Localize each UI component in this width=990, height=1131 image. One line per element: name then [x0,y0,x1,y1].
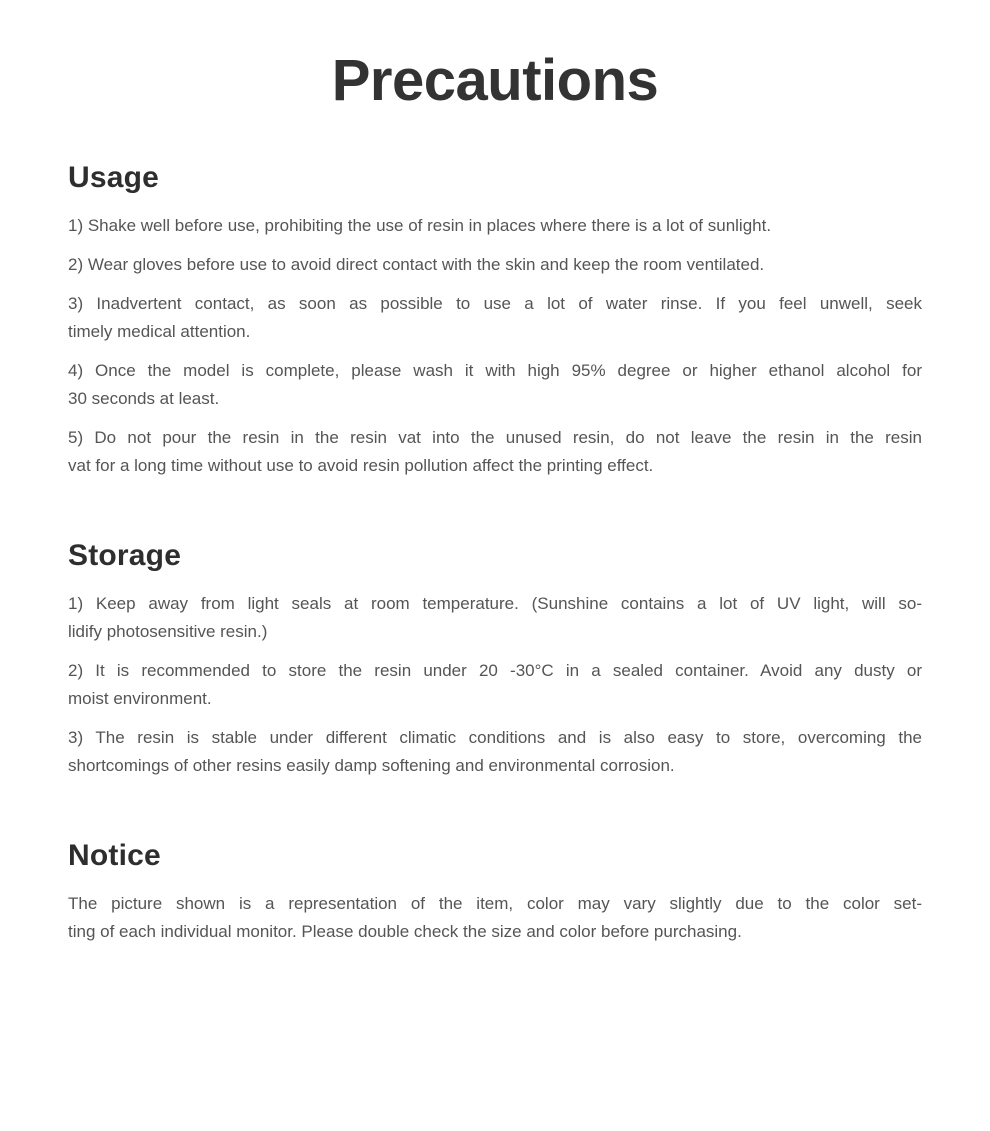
usage-item-4 [68,357,922,413]
section-heading-usage: Usage [68,161,160,194]
usage-item-5 [68,424,922,480]
page-title: Precautions [331,48,659,113]
text-line: lidify photosensitive resin.) [68,622,268,641]
text-line: 2) Wear gloves before use to avoid direct contact with the skin and keep the room ventilated. [68,255,765,274]
text-line: moist environment. [68,689,212,708]
storage-item-2 [68,657,922,713]
text-line: vat for a long time without use to avoid resin pollution affect the printing effect. [68,456,654,475]
section-usage [68,158,922,480]
text-line: 30 seconds at least. [68,389,220,408]
precautions-page [0,42,990,1131]
section-notice [68,836,922,946]
text-line: 3) Inadvertent contact, as soon as possible to use a lot of water rinse. If you feel unwell, seek [68,294,922,313]
usage-item-1 [68,212,922,240]
text-line: 2) It is recommended to store the resin under 20 -30°C in a sealed container. Avoid any dusty or [68,661,922,680]
text-line: ting of each individual monitor. Please double check the size and color before purchasing. [68,922,742,941]
storage-item-3 [68,724,922,780]
text-line: 1) Shake well before use, prohibiting the use of resin in places where there is a lot of sunlight. [68,216,772,235]
storage-item-1 [68,590,922,646]
text-line: 3) The resin is stable under different climatic conditions and is also easy to store, overcoming the [68,728,922,747]
text-line: 4) Once the model is complete, please wash it with high 95% degree or higher ethanol alcohol for [68,361,922,380]
section-storage [68,536,922,780]
usage-item-2 [68,251,922,279]
text-line: shortcomings of other resins easily damp softening and environmental corrosion. [68,756,675,775]
section-heading-storage: Storage [68,539,182,572]
notice-paragraph [68,890,922,946]
usage-item-3 [68,290,922,346]
text-line: The picture shown is a representation of the item, color may vary slightly due to the color set- [68,894,922,913]
text-line: timely medical attention. [68,322,251,341]
text-line: 1) Keep away from light seals at room temperature. (Sunshine contains a lot of UV light, will so- [68,594,922,613]
text-line: 5) Do not pour the resin in the resin vat into the unused resin, do not leave the resin in the resin [68,428,922,447]
section-heading-notice: Notice [68,839,161,872]
